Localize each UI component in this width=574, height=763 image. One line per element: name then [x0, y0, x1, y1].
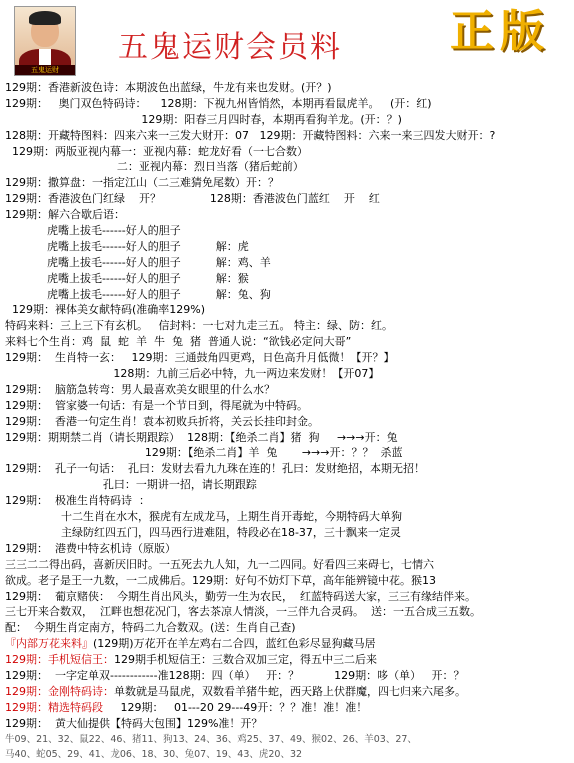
text-line: 129期： 香港一句定生肖！袁本初败兵折将，关云长挂印封金。: [5, 414, 319, 428]
text-line: 欲成。老子是王一九数，一二成佛后。129期：好句不妨灯下草，高年能辨镜中花。猴13: [5, 573, 436, 587]
text-line: [5, 652, 571, 668]
text-line: 三三二二得出码，喜新厌旧时。一五死去九人知，九一二四同。好看四三来碍七，七情六: [5, 557, 434, 571]
text-line: 129期：香港新波色诗：本期波色出蓝绿，牛龙有来也发财。(开？): [5, 81, 332, 94]
text-line: 主绿防红四五门，四马西行进难阻，特段必在18-37，三十飘来一定灵: [5, 525, 401, 539]
text-line: 虎嘴上拔毛------好人的胆子 解：兔、狗: [5, 287, 271, 301]
text-line: 129期： 港费中特玄机诗（原版）: [5, 541, 176, 555]
text-line: 129期：两版亚视内幕一：亚视内幕：蛇龙好看（一七合数）: [5, 144, 308, 158]
text-line: 129期：香港波色门红绿 开？ 128期：香港波色门蓝红 开 红: [5, 192, 380, 206]
content-body: [5, 80, 571, 763]
text-line: 129期： 脑筋急转弯：男人最喜欢美女眼里的什么水？: [5, 382, 275, 396]
text-line: 129期：裸体美女献特码(准确率129%): [5, 303, 206, 317]
photo-caption: 五鬼运财: [15, 65, 75, 75]
text-line: 虎嘴上拔毛------好人的胆子 解：虎: [5, 239, 249, 253]
text-line: 来料七个生肖：鸡 鼠 蛇 羊 牛 兔 猪 普通人说：“欲钱必定问大哥”: [5, 335, 352, 349]
text-line: 虎嘴上拔毛------好人的胆子 解：鸡、羊: [5, 255, 271, 269]
text-line: 129期：期期禁二肖（请长期跟踪） 128期：【绝杀二肖】猪 狗 →→→开：兔: [5, 430, 398, 444]
line-text: 129期手机短信王：三数合双加三定，得五中三二后来: [114, 653, 377, 667]
page-title: 五鬼运财会员料: [118, 30, 342, 65]
highlight-label: 129期：金刚特码诗：: [5, 684, 114, 698]
text-line: 129期：解六合歇后语：: [5, 208, 125, 222]
text-line: 128期：开藏特图料：四来六来一三发大财开：07 129期：开藏特图料：六来一来三四发大财开：?: [5, 128, 496, 142]
text-line: 129期： 黄大仙提供【特码大包围】129%准！开？: [5, 716, 263, 730]
highlight-label: 『内部万花来料』: [5, 637, 93, 651]
text-line: 129期：【绝杀二肖】羊 兔 →→→开：？？ 杀蓝: [5, 446, 403, 460]
text-line: 128期：九前三后必中特，九一两边来发财！【开07】: [5, 367, 380, 381]
portrait-photo: [14, 6, 76, 76]
text-line: 十二生肖在水木，猴虎有左成龙马，上期生肖开毒蛇，今期特码大单狗: [5, 510, 402, 524]
line-text: 129期： 01---20 29---49开：？？准！准！准！: [103, 700, 368, 714]
text-line: 虎嘴上拔毛------好人的胆子 解：猴: [5, 271, 249, 285]
text-line: 129期： 生肖特一玄： 129期：三通鼓角四更鸡，日色高升月低微！【开？】: [5, 351, 395, 365]
text-line: 虎嘴上拔毛------好人的胆子: [5, 224, 181, 238]
text-line: 孔曰：一期讲一招，请长期跟踪: [5, 478, 257, 492]
text-line: 马40、蛇05、29、41、龙06、18、30、兔07、19、43、虎20、32: [5, 749, 303, 761]
line-text: 单数就是马鼠虎，双数看羊猪牛蛇，西天路上伏群魔，四七归来六尾多。: [114, 684, 466, 698]
text-line: [5, 700, 571, 716]
text-line: 129期： 孔子一句话： 孔曰：发财去看九九珠在连的！孔曰：发财绝招，本期无招！: [5, 462, 425, 476]
line-text: (129期)万花开在羊左鸡右二合四，蓝红色彩尽显狗藏马居: [93, 637, 376, 651]
text-line: [5, 636, 571, 652]
text-line: 二：亚视内幕：烈日当落（猪后蛇前）: [5, 160, 304, 174]
text-line: 129期： 极准生肖特码诗 ：: [5, 494, 150, 508]
text-line: 三七开来合数双， 江畔也想花况门，客去茶凉人情淡，一三伴九合灵码。 送：一五合成三五数。: [5, 605, 481, 619]
text-line: 129期： 管家婆一句话：有是一个节日到，得尾就为中特码。: [5, 398, 308, 412]
text-line: 配： 今期生肖定南方，特码二九合数双。(送：生肖自己查): [5, 621, 296, 635]
text-line: [5, 684, 571, 700]
page-header: [0, 0, 574, 80]
genuine-badge: 正版: [450, 6, 550, 57]
text-line: 129期：撒算盘：一指定江山（二三难猜免尾数）开：？: [5, 176, 279, 190]
text-line: 129期： 一字定单双------------准128期：四（单） 开：？ 129期：哆（单） 开：？: [5, 668, 465, 682]
text-line: 129期： 葡京赌侠： 今期生肖出风头，勤劳一生为农民， 红蓝特码送大家，三三有缘结伴来。: [5, 589, 476, 603]
highlight-label: 129期：手机短信王：: [5, 653, 114, 667]
text-line: 129期：阳春三月四时春，本期再看狗羊龙。(开：？): [5, 112, 402, 126]
text-line: 特码来料：三上三下有玄机。 信封料：一七对九走三五。 特主：绿、防：红。: [5, 319, 393, 333]
text-line: 129期： 奥门双色特码诗： 128期：下视九州皆悄然，本期再看鼠虎羊。 (开：红): [5, 96, 432, 110]
highlight-label: 129期：精选特码段: [5, 700, 103, 714]
text-line: 牛09、21、32、鼠22、46、猪11、狗13、24、36、鸡25、37、49、猴02、26、羊03、27、: [5, 733, 417, 745]
